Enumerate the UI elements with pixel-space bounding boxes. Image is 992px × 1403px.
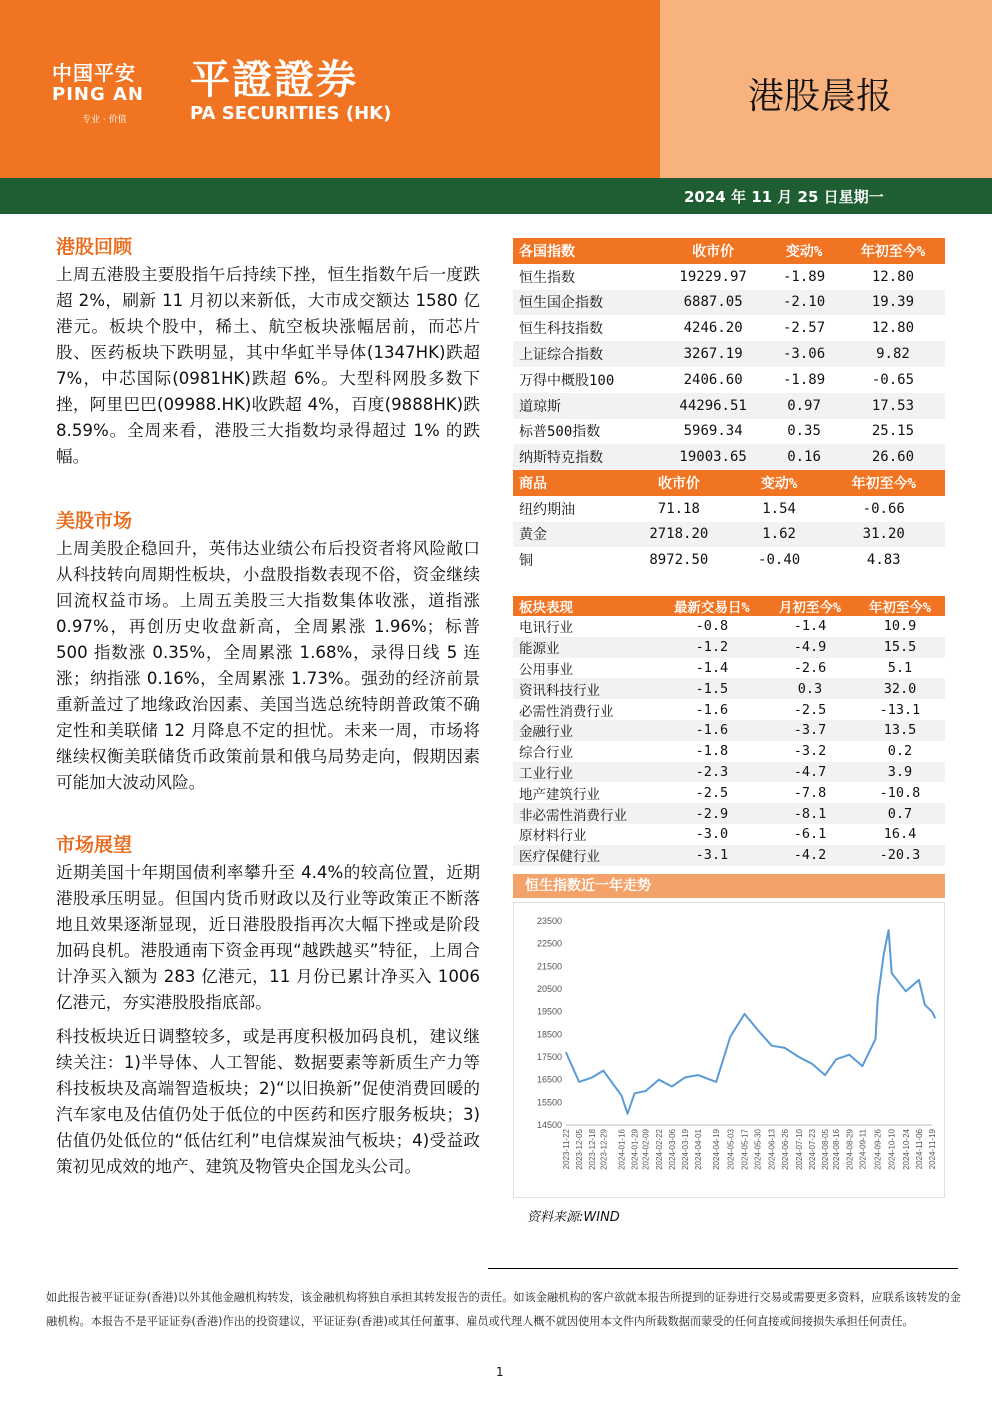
- hsi-data-point: [862, 1065, 864, 1067]
- y-tick-label: 20500: [536, 984, 562, 994]
- hsi-data-point: [671, 1086, 673, 1088]
- hsi-data-point: [730, 1036, 732, 1038]
- row-value: 5969.34: [683, 423, 743, 440]
- row-value: 13.5: [855, 720, 945, 741]
- row-value: 4.83: [866, 552, 901, 569]
- row-value: 8972.50: [649, 552, 709, 569]
- hsi-data-point: [875, 1038, 877, 1040]
- table-header-cell: 年初至今%: [841, 238, 945, 264]
- row-value: 15.5: [855, 637, 945, 658]
- hsi-data-point: [849, 1054, 851, 1056]
- row-label: 能源业: [513, 637, 659, 658]
- hsi-data-point: [924, 1004, 926, 1006]
- row-value: 6887.05: [659, 290, 767, 316]
- row-value: -3.7: [765, 720, 855, 741]
- table-row: [513, 824, 945, 845]
- x-tick-label: 2024-09-11: [858, 1129, 868, 1170]
- row-value: 2718.20: [622, 522, 736, 548]
- row-value: -1.2: [659, 637, 765, 658]
- table-header-cell: 变动%: [767, 238, 841, 264]
- table-row: [513, 444, 945, 470]
- row-value: 19.39: [841, 290, 945, 316]
- row-value: 17.53: [841, 393, 945, 419]
- hsi-data-point: [905, 991, 907, 993]
- row-label: 恒生国企指数: [513, 290, 659, 316]
- outlook-text-2: 科技板块近日调整较多，或是再度积极加码良机，建议继续关注：1)半导体、人工智能、数据要素等新质生产力等科技板块及高端智造板块；2)“以旧换新”促使消费回暖的汽车家电及估值仍处于低位的中医药和医疗服务板块；3)估值仍处低位的“低估红利”电信煤炭油气板块；4)受益政策初见成效的地产、建筑及物管央企国龙头公司。: [56, 1027, 480, 1176]
- row-value: 0.2: [887, 743, 913, 760]
- table-header-cell: 月初至今%: [765, 596, 855, 616]
- row-value: -1.5: [659, 678, 765, 699]
- x-tick-label: 2024-08-29: [845, 1129, 855, 1170]
- hsi-data-point: [931, 1011, 933, 1013]
- page-number: 1: [496, 1365, 504, 1379]
- row-value: -0.66: [862, 500, 905, 517]
- hsi-data-point: [684, 1077, 686, 1079]
- pingan-logo: [52, 62, 144, 125]
- table-row: [513, 720, 945, 741]
- table-header-cell: 年初至今%: [823, 470, 946, 496]
- hsi-data-point: [877, 1000, 879, 1002]
- row-value: -4.9: [765, 637, 855, 658]
- row-value: -8.1: [765, 803, 855, 824]
- row-value: 2406.60: [683, 371, 743, 388]
- x-tick-label: 2024-11-19: [928, 1129, 937, 1170]
- row-value: 3.9: [855, 762, 945, 783]
- hsi-data-point: [578, 1081, 580, 1083]
- row-label: 医疗保健行业: [513, 845, 659, 866]
- table-row: [513, 496, 945, 522]
- row-value: -4.2: [765, 845, 855, 866]
- table-row: [513, 522, 945, 548]
- table-row: [513, 803, 945, 824]
- y-tick-label: 23500: [536, 916, 562, 926]
- table-header-cell: 年初至今%: [855, 596, 945, 616]
- y-tick-label: 21500: [536, 961, 562, 972]
- hsi-chart: [513, 902, 945, 1198]
- sectors-table: [513, 596, 945, 866]
- x-tick-label: 2024-05-30: [753, 1129, 763, 1170]
- us-market-section: [56, 508, 480, 796]
- report-title: 港股晨报: [748, 76, 893, 117]
- outlook-section: [56, 832, 480, 1180]
- footer-divider: [488, 1268, 958, 1269]
- hsi-data-point: [883, 954, 885, 956]
- outlook-title: 市场展望: [56, 834, 133, 856]
- row-value: -3.06: [767, 341, 841, 367]
- hsi-data-point: [621, 1095, 623, 1097]
- hsi-data-point: [634, 1093, 636, 1095]
- table-row: [513, 845, 945, 866]
- x-tick-label: 2024-07-23: [808, 1129, 818, 1170]
- row-label: 恒生科技指数: [519, 321, 603, 338]
- row-label: 电讯行业: [519, 620, 573, 637]
- row-label: 地产建筑行业: [519, 786, 600, 803]
- row-value: -13.1: [879, 701, 921, 718]
- table-header-cell: 商品: [513, 470, 622, 496]
- hsi-data-point: [798, 1056, 800, 1058]
- table-header-cell: 板块表现: [513, 596, 659, 616]
- hsi-data-point: [627, 1113, 629, 1115]
- hsi-chart-svg: [514, 903, 944, 1197]
- row-value: -1.4: [695, 659, 729, 676]
- hsi-data-point: [744, 1013, 746, 1015]
- table-header-cell: 各国指数: [513, 238, 659, 264]
- x-tick-label: 2023-12-29: [599, 1129, 609, 1170]
- x-tick-label: 2023-12-05: [575, 1129, 585, 1170]
- row-value: 71.18: [657, 500, 700, 517]
- row-label: 铜: [519, 553, 533, 570]
- row-value: -2.5: [695, 784, 729, 801]
- row-value: 16.4: [883, 826, 917, 843]
- hk-review-text: 上周五港股主要股指午后持续下挫，恒生指数午后一度跌超 2%，刷新 11 月初以来新低，大市成交额达 1580 亿港元。板块个股中，稀土、航空板块涨幅居前，而芯片股、医药板块下跌明显，其中华虹半导体(1347HK)跌超 7%，中芯国际(0981HK)跌超 6%。大型科网股多数下挫，阿里巴巴(09988.HK)收跌超 4%，百度(9888HK)跌 8.59%。全周来看，港股三大指数均录得超过 1% 的跌幅。: [56, 265, 480, 466]
- hsi-data-point: [603, 1070, 605, 1072]
- table-row: [513, 637, 945, 658]
- row-value: -2.10: [767, 290, 841, 316]
- report-date: 2024 年 11 月 25 日星期一: [684, 188, 884, 206]
- hsi-data-point: [697, 1074, 699, 1076]
- x-tick-label: 2024-04-19: [712, 1129, 722, 1170]
- x-tick-label: 2024-08-16: [832, 1129, 842, 1170]
- x-tick-label: 2024-03-19: [680, 1129, 690, 1170]
- row-label: 金融行业: [513, 720, 659, 741]
- hsi-data-point: [811, 1063, 813, 1065]
- row-value: -7.8: [793, 784, 827, 801]
- x-tick-label: 2024-10-24: [901, 1129, 911, 1170]
- x-tick-label: 2024-08-05: [821, 1129, 831, 1170]
- table-row: [513, 616, 945, 637]
- row-label: 标普500指数: [519, 424, 601, 441]
- table-row: [513, 341, 945, 367]
- hsi-data-point: [591, 1077, 593, 1079]
- row-value: 12.80: [871, 268, 915, 285]
- row-value: 12.80: [871, 320, 915, 337]
- table-row: [513, 547, 945, 573]
- row-value: -2.9: [659, 803, 765, 824]
- us-market-title: 美股市场: [56, 510, 133, 532]
- x-tick-label: 2024-09-26: [873, 1129, 883, 1170]
- row-label: 恒生指数: [519, 269, 575, 286]
- row-value: -0.40: [758, 552, 801, 569]
- hsi-data-point: [934, 1017, 936, 1019]
- row-value: 25.15: [871, 423, 915, 440]
- x-tick-label: 2024-02-22: [654, 1129, 664, 1170]
- row-value: -1.8: [695, 743, 729, 760]
- table-row: [513, 367, 945, 393]
- y-tick-label: 15500: [536, 1097, 562, 1108]
- chart-title: 恒生指数近一年走势: [513, 874, 945, 898]
- disclaimer-text: 如此报告被平证证券(香港)以外其他金融机构转发，该金融机构将独自承担其转发报告的责任。如该金融机构的客户欲就本报告所提到的证券进行交易或需要更多资料，应联系该转发的金融机构。本报告不是平证证券(香港)作出的投资建议，平证证券(香港)或其任何董事、雇员或代理人概不就因使用本文件内所载数据而蒙受的任何直接或间接损失承担任何责任。: [46, 1291, 961, 1328]
- pa-securities-logo-cn: 平證證券: [190, 57, 358, 103]
- hsi-data-point: [658, 1079, 660, 1081]
- table-header-cell: 收市价: [622, 470, 736, 496]
- hsi-data-point: [918, 979, 920, 981]
- table-header-row: [513, 470, 945, 496]
- row-label: 纽约期油: [519, 501, 575, 518]
- row-value: 9.82: [841, 341, 945, 367]
- row-value: 3267.19: [659, 341, 767, 367]
- row-value: -2.57: [782, 320, 826, 337]
- table-row: [513, 419, 945, 445]
- row-value: -1.4: [793, 618, 827, 635]
- hsi-data-point: [757, 1029, 759, 1031]
- row-value: 5.1: [887, 659, 913, 676]
- y-tick-label: 19500: [536, 1006, 562, 1017]
- row-label: 万得中概股100: [519, 372, 615, 389]
- row-value: 19229.97: [679, 268, 747, 285]
- row-value: -20.3: [855, 845, 945, 866]
- row-value: 1.54: [762, 500, 796, 517]
- hsi-data-point: [891, 972, 893, 974]
- x-tick-label: 2024-03-06: [667, 1129, 677, 1170]
- table-row: [513, 741, 945, 762]
- table-row: [513, 290, 945, 316]
- row-label: 黄金: [513, 522, 622, 548]
- row-value: -3.0: [695, 826, 729, 843]
- x-tick-label: 2024-04-01: [694, 1129, 704, 1170]
- row-value: 0.7: [855, 803, 945, 824]
- table-header-row: [513, 596, 945, 616]
- x-tick-label: 2024-05-03: [726, 1129, 736, 1170]
- y-tick-label: 16500: [536, 1074, 562, 1085]
- row-value: -10.8: [879, 784, 921, 801]
- row-value: 26.60: [841, 444, 945, 470]
- row-value: 19003.65: [659, 444, 767, 470]
- row-label: 综合行业: [519, 745, 573, 762]
- x-tick-label: 2023-12-18: [588, 1129, 598, 1170]
- hsi-series-line: [566, 930, 935, 1114]
- row-label: 工业行业: [513, 762, 659, 783]
- row-value: 0.16: [767, 444, 841, 470]
- row-value: -1.89: [782, 371, 826, 388]
- row-label: 非必需性消费行业: [513, 803, 659, 824]
- row-value: -0.8: [695, 618, 729, 635]
- row-value: -2.6: [793, 659, 827, 676]
- row-value: 0.35: [787, 423, 821, 440]
- row-value: -1.89: [782, 268, 826, 285]
- pa-securities-logo: [190, 58, 391, 126]
- row-value: 32.0: [855, 678, 945, 699]
- x-tick-label: 2024-10-10: [887, 1129, 897, 1170]
- row-value: 10.9: [883, 618, 917, 635]
- hsi-data-point: [835, 1059, 837, 1061]
- us-market-text: 上周美股企稳回升，英伟达业绩公布后投资者将风险敞口从科技转向周期性板块，小盘股指数表现不俗，资金继续回流权益市场。上周五美股三大指数集体收涨，道指涨 0.97%，再创历史收盘新高，全周累涨 1.96%；标普 500 指数涨 0.35%，全周累涨 1.68%，录得日线 5 连涨；纳指涨 0.16%，全周累涨 1.73%。强劲的经济前景重新盖过了地缘政治因素、美国当选总统特朗普政策不确定性和美联储 12 月降息不定的担忧。未来一周，市场将继续权衡美联储货币政策前景和俄乌局势走向，假期因素可能加大波动风险。: [56, 539, 480, 792]
- row-label: 原材料行业: [519, 828, 587, 845]
- hsi-data-point: [888, 929, 890, 931]
- table-row: [513, 393, 945, 419]
- table-header-cell: 收市价: [659, 238, 767, 264]
- table-row: [513, 762, 945, 783]
- table-row: [513, 782, 945, 803]
- row-value: 0.3: [765, 678, 855, 699]
- row-value: -2.3: [659, 762, 765, 783]
- row-value: 1.62: [736, 522, 823, 548]
- x-tick-label: 2024-07-10: [794, 1129, 804, 1170]
- row-value: -4.7: [765, 762, 855, 783]
- hsi-data-point: [771, 1045, 773, 1047]
- row-label: 道琼斯: [513, 393, 659, 419]
- pingan-logo-tagline: 专业 · 价值: [82, 115, 127, 125]
- x-tick-label: 2024-06-13: [767, 1129, 777, 1170]
- table-row: [513, 658, 945, 679]
- row-value: -6.1: [793, 826, 827, 843]
- x-tick-label: 2023-11-22: [562, 1129, 571, 1170]
- row-value: -1.6: [695, 701, 729, 718]
- table-header-row: [513, 238, 945, 264]
- row-value: -1.6: [659, 720, 765, 741]
- row-label: 资讯科技行业: [513, 678, 659, 699]
- row-value: -3.1: [659, 845, 765, 866]
- outlook-text-1: 近期美国十年期国债利率攀升至 4.4%的较高位置，近期港股承压明显。但国内货币财政以及行业等政策正不断落地且效果逐渐显现，近日港股股指再次大幅下挫或是阶段加码良机。港股通南下资金再现“越跌越买”特征，上周合计净买入额为 283 亿港元，11 月份已累计净买入 1006 亿港元，夯实港股股指底部。: [56, 863, 480, 1012]
- hsi-data-point: [715, 1081, 717, 1083]
- x-tick-label: 2024-06-26: [780, 1129, 790, 1170]
- hk-review-title: 港股回顾: [56, 236, 133, 258]
- hk-review-section: [56, 234, 480, 470]
- table-header-cell: 最新交易日%: [659, 596, 765, 616]
- table-row: [513, 315, 945, 341]
- x-tick-label: 2024-01-29: [630, 1129, 640, 1170]
- pingan-logo-cn: 中国平安: [52, 61, 136, 85]
- row-label: 必需性消费行业: [519, 703, 614, 720]
- y-tick-label: 17500: [536, 1052, 562, 1062]
- y-tick-label: 18500: [536, 1029, 562, 1040]
- table-header-cell: 变动%: [736, 470, 823, 496]
- x-tick-label: 2024-02-09: [641, 1129, 651, 1170]
- row-label: 上证综合指数: [513, 341, 659, 367]
- row-value: -2.5: [793, 701, 827, 718]
- pingan-logo-en: PING AN: [52, 84, 144, 105]
- hsi-data-point: [645, 1090, 647, 1092]
- table-row: [513, 678, 945, 699]
- pa-securities-logo-en: PA SECURITIES (HK): [190, 103, 392, 124]
- indices-table: [513, 238, 945, 470]
- row-label: 公用事业: [519, 661, 573, 678]
- chart-source: 资料来源:WIND: [527, 1210, 620, 1225]
- y-tick-label: 22500: [536, 938, 562, 949]
- report-header: [0, 0, 992, 206]
- row-value: 0.97: [767, 393, 841, 419]
- table-row: [513, 699, 945, 720]
- row-value: 4246.20: [683, 320, 743, 337]
- row-value: 44296.51: [659, 393, 767, 419]
- row-value: 31.20: [823, 522, 946, 548]
- row-value: -0.65: [871, 371, 915, 388]
- row-label: 纳斯特克指数: [513, 444, 659, 470]
- x-tick-label: 2024-11-06: [914, 1129, 924, 1170]
- row-value: -3.2: [793, 743, 827, 760]
- x-tick-label: 2024-01-16: [617, 1129, 627, 1170]
- hsi-data-point: [824, 1074, 826, 1076]
- commodities-table: [513, 470, 945, 573]
- hsi-data-point: [565, 1052, 567, 1054]
- y-tick-label: 14500: [536, 1120, 562, 1130]
- hsi-data-point: [784, 1047, 786, 1049]
- table-row: [513, 264, 945, 290]
- x-tick-label: 2024-05-17: [740, 1129, 750, 1170]
